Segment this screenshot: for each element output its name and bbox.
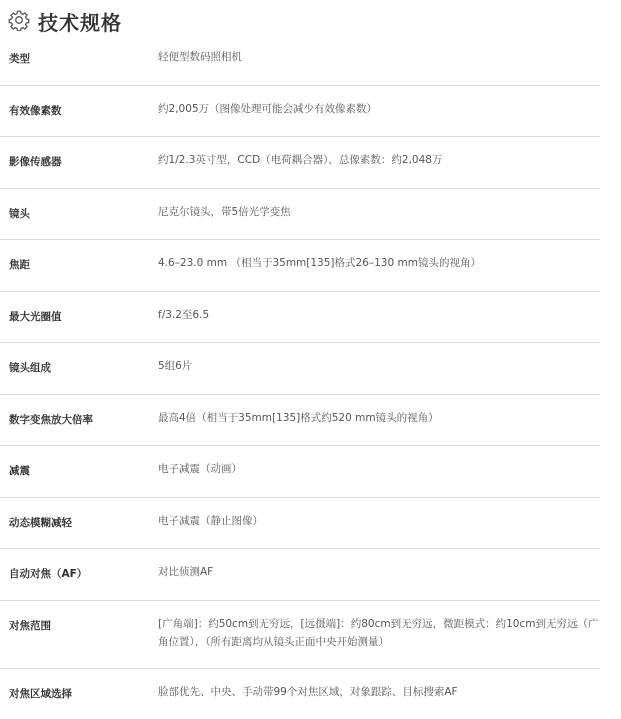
- spec-value: 约2,005万（图像处理可能会减少有效像素数）: [158, 100, 603, 118]
- spec-label: 影像传感器: [9, 154, 62, 169]
- spec-row-effective-pixels: [0, 86, 600, 138]
- spec-label: 自动对焦（AF）: [9, 566, 87, 581]
- spec-row-max-aperture: [0, 292, 600, 344]
- spec-table: [0, 34, 600, 719]
- gear-icon: [8, 9, 30, 31]
- spec-value: 尼克尔镜头，带5倍光学变焦: [158, 203, 603, 221]
- spec-row-autofocus: [0, 549, 600, 601]
- spec-row-focus-range: [0, 601, 600, 669]
- spec-row-digital-zoom: [0, 395, 600, 447]
- spec-row-lens: [0, 189, 600, 241]
- spec-row-vibration-reduction: [0, 446, 600, 498]
- spec-value: 对比侦测AF: [158, 563, 603, 581]
- spec-value: 5组6片: [158, 357, 603, 375]
- spec-row-lens-construction: [0, 343, 600, 395]
- spec-label: 类型: [9, 51, 30, 66]
- spec-label: 焦距: [9, 257, 30, 272]
- spec-value: [广角端]：约50cm到无穷远，[远摄端]：约80cm到无穷远，微距模式：约10cm到无穷远（广角位置），（所有距离均从镜头正面中央开始测量）: [158, 615, 603, 651]
- spec-label: 镜头组成: [9, 360, 51, 375]
- spec-value: 最高4倍（相当于35mm[135]格式约520 mm镜头的视角）: [158, 409, 603, 427]
- spec-row-image-sensor: [0, 137, 600, 189]
- spec-label: 对焦范围: [9, 618, 51, 633]
- spec-value: 轻便型数码照相机: [158, 48, 603, 66]
- spec-label: 数字变焦放大倍率: [9, 412, 93, 427]
- spec-value: 电子减震（静止图像）: [158, 512, 603, 530]
- spec-row-type: [0, 34, 600, 86]
- spec-label: 减震: [9, 463, 30, 478]
- spec-value: 4.6–23.0 mm （相当于35mm[135]格式26–130 mm镜头的视角）: [158, 254, 603, 272]
- spec-value: 约1/2.3英寸型，CCD（电荷耦合器），总像素数：约2,048万: [158, 151, 603, 169]
- spec-label: 镜头: [9, 206, 30, 221]
- spec-value: 电子减震（动画）: [158, 460, 603, 478]
- page-title: 技术规格: [38, 7, 122, 36]
- spec-row-motion-blur: [0, 498, 600, 550]
- spec-label: 有效像素数: [9, 103, 62, 118]
- spec-label: 动态模糊减轻: [9, 515, 72, 530]
- spec-value: f/3.2至6.5: [158, 306, 603, 324]
- spec-row-focus-area: [0, 669, 600, 719]
- spec-label: 对焦区域选择: [9, 686, 72, 701]
- spec-label: 最大光圈值: [9, 309, 62, 324]
- spec-value: 脸部优先、中央、手动带99个对焦区域，对象跟踪、目标搜索AF: [158, 683, 603, 701]
- spec-row-focal-length: [0, 240, 600, 292]
